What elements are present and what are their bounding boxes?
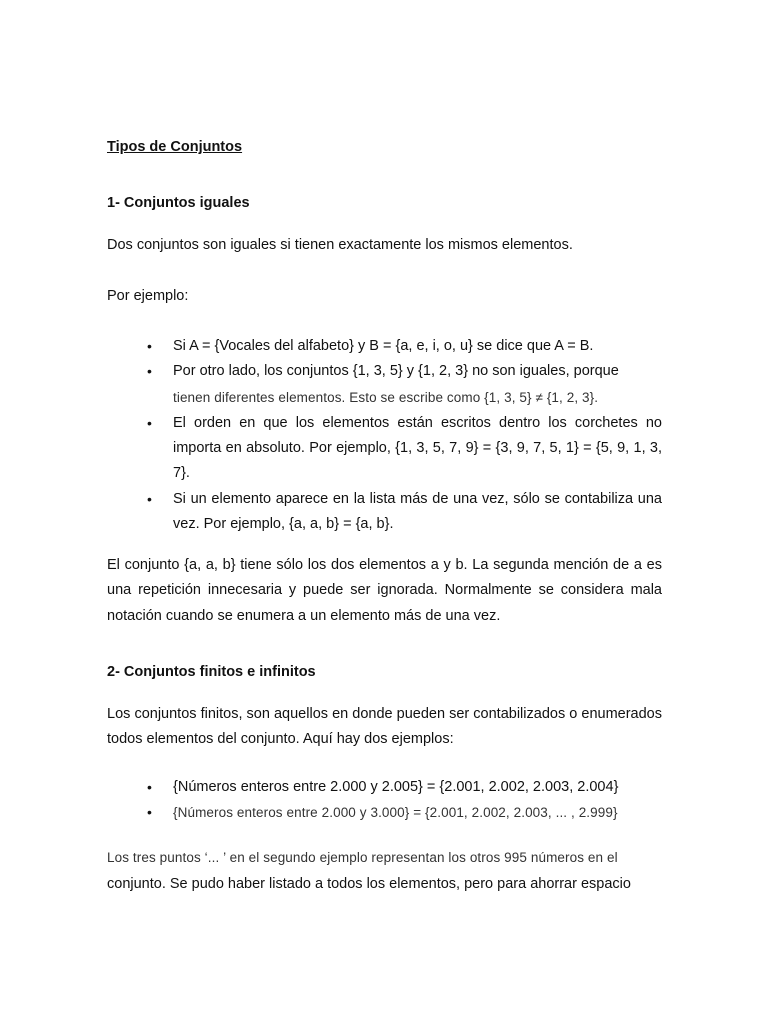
paragraph-iguales-definition: Dos conjuntos son iguales si tienen exactamente los mismos elementos.: [107, 237, 573, 253]
bullet-icon: •: [147, 414, 152, 431]
paragraph-tres-puntos-line1: Los tres puntos ‘... ’ en el segundo ejemplo representan los otros 995 números en el: [107, 850, 618, 865]
list-item-text: El orden en que los elementos están escritos dentro los corchetes no importa en absoluto. Por ejemplo, {1, 3, 5, 7, 9} = {3, 9, 7, 5, 1} = {5, 9, 1, 3, 7}.: [173, 414, 662, 482]
list-item: [107, 411, 662, 487]
list-item-text: {Números enteros entre 2.000 y 2.005} = {2.001, 2.002, 2.003, 2.004}: [173, 779, 619, 795]
bullet-icon: •: [147, 779, 152, 795]
document-title: Tipos de Conjuntos: [107, 139, 243, 155]
paragraph-por-ejemplo: Por ejemplo:: [107, 288, 189, 304]
list-item: [107, 359, 662, 411]
paragraph-tres-puntos-line2: conjunto. Se pudo haber listado a todos los elementos, pero para ahorrar espacio: [107, 876, 631, 892]
bullet-icon: •: [147, 363, 152, 380]
list-item: [107, 775, 662, 800]
paragraph-finitos-definition: Los conjuntos finitos, son aquellos en donde pueden ser contabilizados o enumerados todos elementos del conjunto. Aquí hay dos ejemplos:: [107, 706, 662, 748]
section-heading-finitos-infinitos: 2- Conjuntos finitos e infinitos: [107, 664, 316, 680]
bullet-icon: •: [147, 490, 152, 507]
list-item-text: Si A = {Vocales del alfabeto} y B = {a, e, i, o, u} se dice que A = B.: [173, 338, 594, 354]
bullet-icon: •: [147, 804, 152, 821]
list-item: [107, 487, 662, 538]
list-item-text: Si un elemento aparece en la lista más de una vez, sólo se contabiliza una vez. Por ejemplo, {a, a, b} = {a, b}.: [173, 490, 662, 533]
paragraph-repeticion: El conjunto {a, a, b} tiene sólo los dos elementos a y b. La segunda mención de a es una repetición innecesaria y puede ser ignorada. Normalmente se considera mala notación cuando se enumera a un elemento más de una vez.: [107, 557, 662, 624]
list-item-text-continuation: tienen diferentes elementos. Esto se escribe como {1, 3, 5} ≠ {1, 2, 3}.: [173, 389, 599, 405]
bullet-list-finitos: [107, 775, 662, 827]
list-item: [107, 334, 662, 359]
list-item-text: {Números enteros entre 2.000 y 3.000} = {2.001, 2.002, 2.003, ... , 2.999}: [173, 805, 618, 821]
bullet-list-iguales: [107, 334, 662, 537]
bullet-icon: •: [147, 338, 152, 354]
list-item-text: Por otro lado, los conjuntos {1, 3, 5} y {1, 2, 3} no son iguales, porque: [173, 363, 619, 380]
section-heading-conjuntos-iguales: 1- Conjuntos iguales: [107, 195, 250, 211]
list-item: [107, 800, 662, 826]
